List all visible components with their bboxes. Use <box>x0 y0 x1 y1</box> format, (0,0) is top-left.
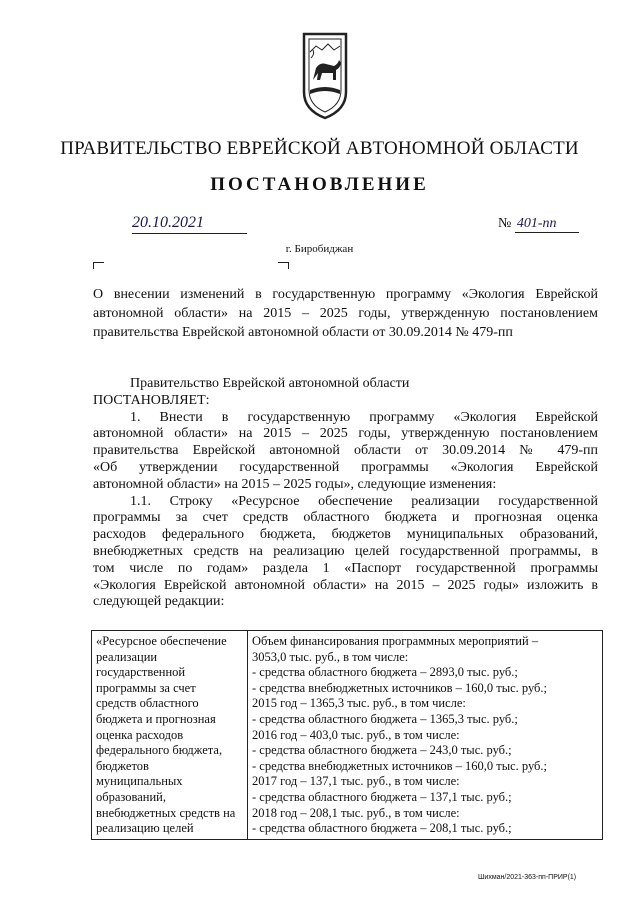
cell-line: муниципальных <box>96 774 183 789</box>
body-line: автономной области» на 2015 – 2025 годы», следующие изменения: <box>93 476 497 492</box>
body-line: внебюджетных средств на реализацию целей государственной программы, в <box>93 543 598 559</box>
cell-line: «Ресурсное обеспечение <box>96 634 227 648</box>
cell-line: реализации <box>96 649 158 664</box>
cell-line: Объем финансирования программных мероприятий – <box>252 634 539 648</box>
cell-line: 2016 год – 403,0 тыс. руб., в том числе: <box>252 727 460 742</box>
decree-title <box>93 285 598 342</box>
body-line: 1.1. Строку «Ресурсное обеспечение реализации государственной <box>130 493 598 509</box>
document-type: ПОСТАНОВЛЕНИЕ <box>210 174 429 195</box>
government-name: ПРАВИТЕЛЬСТВО ЕВРЕЙСКОЙ АВТОНОМНОЙ ОБЛАСТИ <box>60 138 579 159</box>
cell-line: - средства областного бюджета – 208,1 тыс. руб.; <box>252 821 512 836</box>
body-line: следующей редакции: <box>93 594 225 610</box>
cell-line: 2015 год – 1365,3 тыс. руб., в том числе: <box>252 696 466 711</box>
title-corner-right <box>278 262 289 269</box>
number-label: № <box>498 216 512 231</box>
cell-line: бюджетов <box>96 758 149 773</box>
body-line: правительства Еврейской автономной области от 30.09.2014 № 479-пп <box>93 443 598 459</box>
title-line: правительства Еврейской автономной области от 30.09.2014 № 479-пп <box>93 325 513 340</box>
coat-of-arms-icon <box>300 30 350 120</box>
cell-line: образований, <box>96 789 167 804</box>
decree-date: 20.10.2021 <box>132 214 247 234</box>
cell-line: - средства внебюджетных источников – 160,0 тыс. руб.; <box>252 758 548 773</box>
table-row <box>92 631 603 840</box>
resource-value-cell <box>248 631 603 840</box>
body-line: 1. Внести в государственную программу «Экология Еврейской <box>130 409 598 425</box>
cell-line: оценка расходов <box>96 727 184 742</box>
cell-line: внебюджетных средств на <box>96 805 236 820</box>
cell-line: государственной <box>96 665 186 680</box>
cell-line: - средства областного бюджета – 1365,3 тыс. руб.; <box>252 711 518 726</box>
cell-line: 2018 год – 208,1 тыс. руб., в том числе: <box>252 805 460 820</box>
body-line: Правительство Еврейской автономной области <box>130 376 410 391</box>
cell-line: - средства областного бюджета – 243,0 тыс. руб.; <box>252 743 512 758</box>
cell-line: 3053,0 тыс. руб., в том числе: <box>252 649 409 664</box>
footer-reference: Шихман/2021-363-пп-ПРИР(1) <box>478 874 577 881</box>
decree-body <box>93 376 598 611</box>
city: г. Биробиджан <box>285 243 354 255</box>
body-line: «Об утверждении государственной программы «Экология Еврейской <box>93 459 598 475</box>
cell-line: средств областного <box>96 696 199 711</box>
body-line: программы за счет средств областного бюджета и прогнозная оценка <box>93 510 598 526</box>
number-value: 401-пп <box>515 216 579 233</box>
body-line: том числе по годам» раздела 1 «Паспорт государственной программы <box>93 560 598 576</box>
body-line: «Экология Еврейской автономной области» на 2015 – 2025 годы» изложить в <box>93 577 598 593</box>
resource-table <box>91 630 603 840</box>
body-line: расходов федерального бюджета, бюджетов муниципальных образований, <box>93 527 598 543</box>
body-line: ПОСТАНОВЛЯЕТ: <box>93 392 210 408</box>
cell-line: 2017 год – 137,1 тыс. руб., в том числе: <box>252 774 460 789</box>
cell-line: реализацию целей <box>96 821 194 836</box>
cell-line: федерального бюджета, <box>96 743 223 758</box>
cell-line: программы за счет <box>96 680 196 695</box>
title-line: автономной области» на 2015 – 2025 годы, утвержденную постановлением <box>93 306 598 321</box>
cell-line: - средства внебюджетных источников – 160,0 тыс. руб.; <box>252 680 548 695</box>
cell-line: - средства областного бюджета – 2893,0 тыс. руб.; <box>252 665 518 680</box>
title-line: О внесении изменений в государственную программу «Экология Еврейской <box>93 287 598 302</box>
cell-line: бюджета и прогнозная <box>96 711 216 726</box>
resource-label-cell <box>92 631 248 840</box>
body-line: автономной области» на 2015 – 2025 годы, утвержденную постановлением <box>93 426 598 442</box>
cell-line: - средства областного бюджета – 137,1 тыс. руб.; <box>252 789 512 804</box>
title-corner-left <box>93 262 104 269</box>
decree-number <box>498 216 579 233</box>
